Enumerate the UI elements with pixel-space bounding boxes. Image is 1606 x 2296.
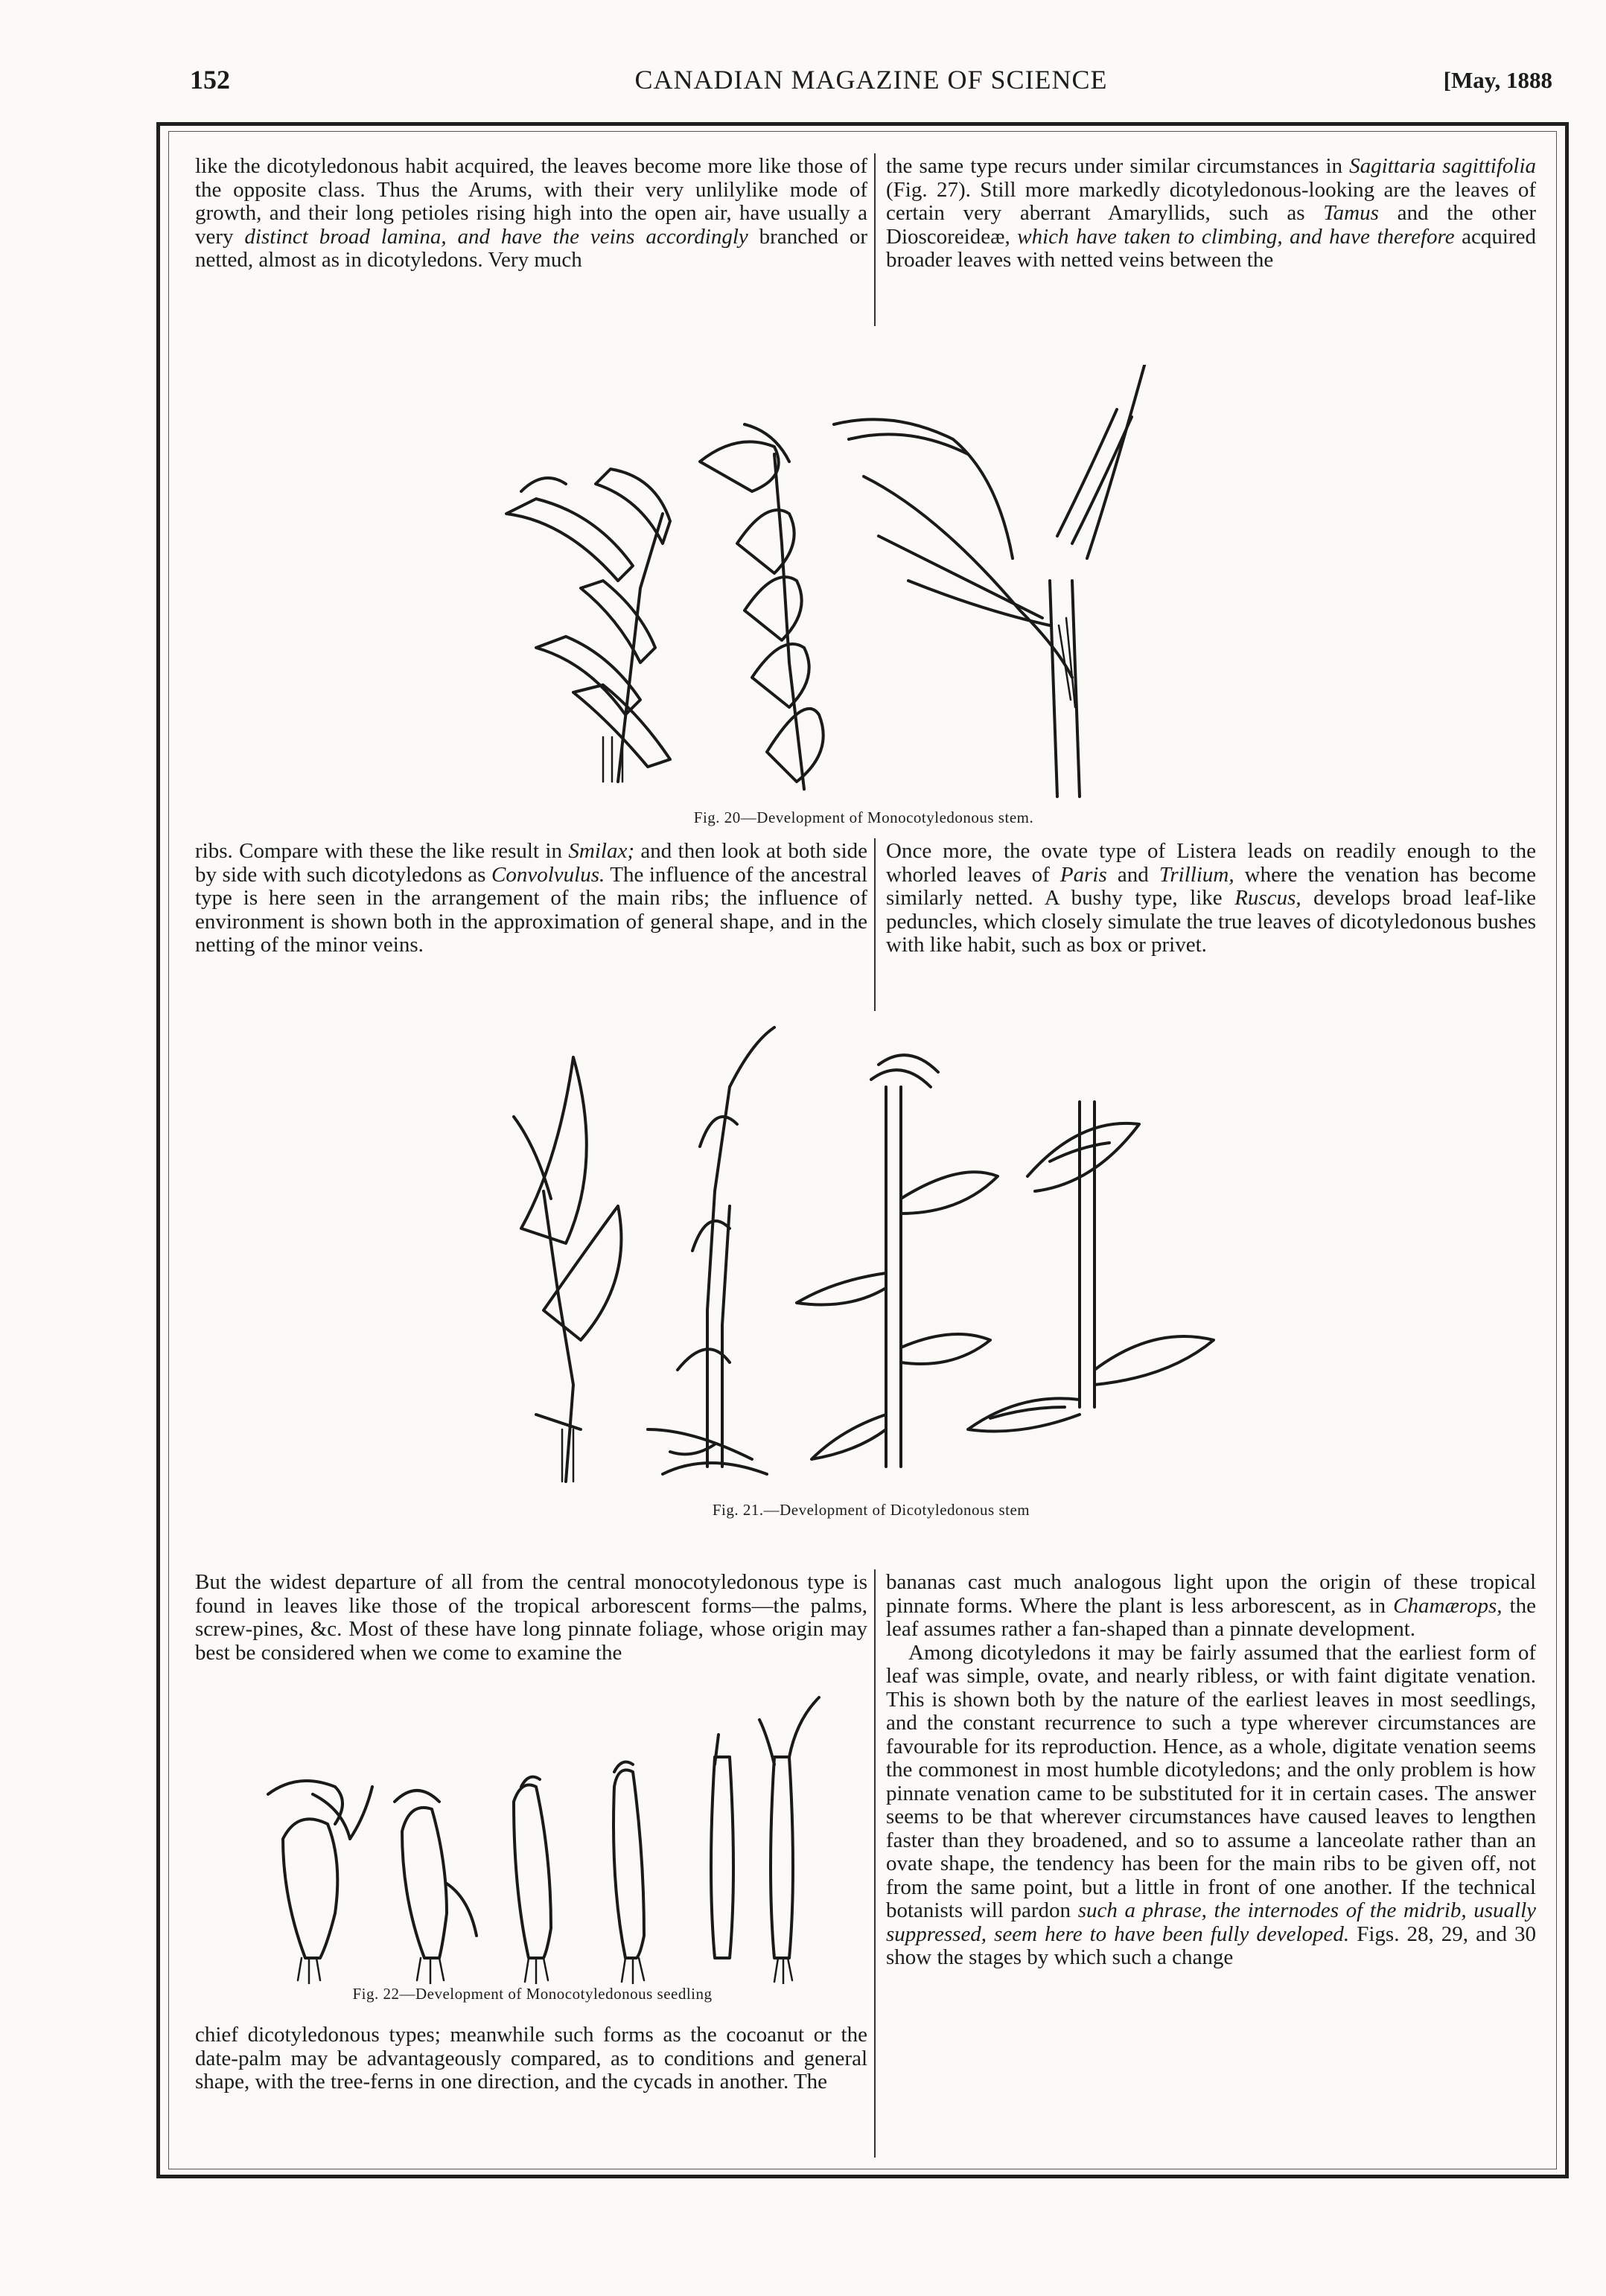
paragraph: ribs. Compare with these the like result in Smilax; and then look at both side by side with such dicotyledons as Convolvulus. The influence of the ancestral type is here seen in the arrangement of the main ribs; the influence of environment is shown both in the approximation of general shape, and in the netting of the minor veins. — [195, 839, 868, 957]
dicot-stem-b — [648, 1027, 774, 1474]
seedling-3 — [514, 1777, 551, 1984]
running-header — [190, 64, 1552, 109]
paragraph: Among dicotyledons it may be fairly assumed that the earliest form of leaf was simple, ovate, and nearly ribless, or with faint digitate venation. This is shown both by the nature of the earliest leaves in most seedlings, and the constant recurrence to such a type wherever circumstances are favourable for its reproduction. Hence, as a whole, digitate venation seems the commonest in most humble dicotyledons; and the only problem is how pinnate venation came to be substituted for it in certain cases. The answer seems to be that wherever circumstances have caused leaves to lengthen faster than they broadened, and so to assume a lanceolate rather than an ovate shape, the tendency has been for the main ribs to be given off, not from the same point, but a little in front of one another. If the technical botanists will pardon such a phrase, the internodes of the midrib, usually suppressed, seem here to have been fully developed. Figs. 28, 29, and 30 show the stages by which such a change — [886, 1640, 1537, 1969]
figure-21-caption: Fig. 21.—Development of Dicotyledonous stem — [712, 1501, 1030, 1519]
figure-20-drawing — [417, 365, 1310, 804]
column-rule — [874, 838, 876, 1011]
italic-text: Ruscus, — [1234, 886, 1301, 910]
italic-text: which have taken to climbing, and have therefore — [1017, 224, 1455, 249]
column-rule — [874, 1569, 876, 2158]
seedling-2 — [395, 1790, 477, 1984]
text-block-3-left-bottom — [195, 2024, 867, 2094]
paragraph: But the widest departure of all from the central monocotyledonous type is found in leaves like those of the tropical arborescent forms—the palms, screw-pines, &c. Most of these have long pinnate foliage, whose origin may best be considered when we come to examine the — [195, 1570, 867, 1665]
figure-21-drawing — [424, 1013, 1318, 1496]
journal-title: CANADIAN MAGAZINE OF SCIENCE — [634, 65, 1108, 95]
figure-22-drawing — [223, 1690, 841, 1984]
paragraph: Once more, the ovate type of Listera leads on readily enough to the whorled leaves of Paris and Trillium, where the venation has become similarly netted. A bushy type, like Ruscus, develops broad leaf-like peduncles, which closely simulate the true leaves of dicotyledonous bushes with like habit, such as box or privet. — [886, 839, 1537, 957]
italic-text: Sagittaria sagittifolia — [1349, 154, 1536, 178]
paragraph: chief dicotyledonous types; meanwhile such forms as the cocoanut or the date-palm may be advantageously compared, as to conditions and general shape, with the tree-ferns in one direction, and the cycads in another. The — [195, 2023, 867, 2093]
seedling-5 — [711, 1697, 819, 1984]
figure-21 — [424, 1013, 1318, 1519]
dicot-stem-a — [514, 1057, 621, 1482]
italic-text: Convolvulus. — [491, 862, 605, 887]
figure-22-caption: Fig. 22—Development of Monocotyledonous seedling — [352, 1985, 713, 2003]
figure-20-caption: Fig. 20—Development of Monocotyledonous stem. — [693, 809, 1034, 826]
monocot-stem-a — [506, 469, 670, 782]
text-block-3-left-top — [195, 1571, 867, 1665]
text-block-2-right — [886, 840, 1536, 957]
italic-text: Paris — [1059, 862, 1107, 887]
paragraph: bananas cast much analogous light upon the origin of these tropical pinnate forms. Where the plant is less arborescent, as in Chamærops, the leaf assumes rather a fan-shaped than a pinnate development. — [886, 1570, 1536, 1641]
page-number: 152 — [190, 65, 230, 95]
paragraph: the same type recurs under similar circumstances in Sagittaria sagittifolia (Fig. 27). Still more markedly dicotyledonous-looking are the leaves of certain very aberrant Amaryllids, such as Tamus and the other Dioscoreideæ, which have taken to climbing, and have therefore acquired broader leaves with netted veins between the — [886, 154, 1536, 272]
text-block-3-right — [886, 1571, 1536, 1970]
italic-text: Chamærops, — [1393, 1593, 1503, 1618]
figure-20 — [417, 365, 1310, 826]
monocot-stem-b — [700, 424, 823, 789]
text-block-1-left — [195, 155, 867, 272]
dicot-stem-d — [968, 1102, 1214, 1432]
seedling-4 — [614, 1762, 644, 1984]
seedling-1 — [268, 1781, 372, 1984]
monocot-stem-c — [834, 365, 1147, 797]
text-block-1-right — [886, 155, 1536, 272]
italic-text: Smilax; — [568, 839, 634, 863]
figure-22 — [223, 1690, 841, 2003]
dicot-stem-c — [797, 1055, 998, 1467]
column-rule — [874, 153, 876, 326]
italic-text: distinct broad lamina, and have the veins accordingly — [244, 224, 748, 249]
issue-date: [May, 1888 — [1443, 67, 1552, 93]
italic-text: Trillium, — [1159, 862, 1234, 887]
italic-text: Tamus — [1323, 201, 1379, 225]
italic-text: such a phrase, the internodes of the midrib, usually suppressed, seem here to have been fully developed. — [886, 1898, 1536, 1946]
paragraph: like the dicotyledonous habit acquired, the leaves become more like those of the opposite class. Thus the Arums, with their very unlilylike mode of growth, and their long petioles rising high into the open air, have usually a very distinct broad lamina, and have the veins accordingly branched or netted, almost as in dicotyledons. Very much — [195, 154, 867, 272]
text-block-2-left — [195, 840, 867, 957]
